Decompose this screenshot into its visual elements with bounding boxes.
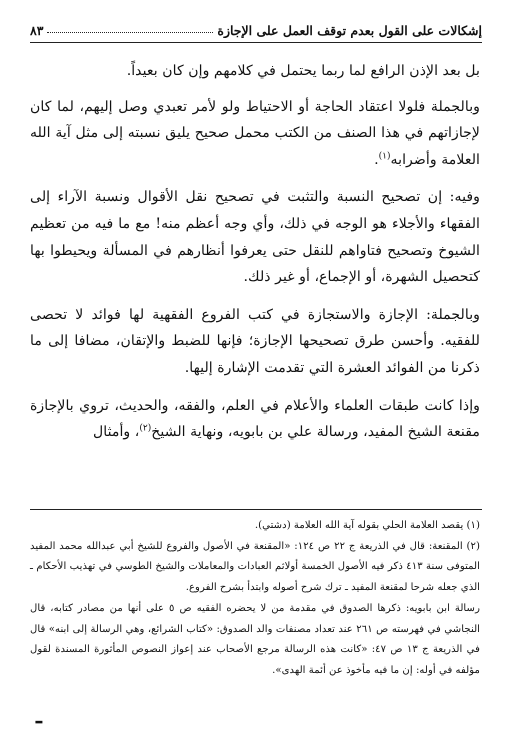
paragraph-text: وإذا كانت طبقات العلماء والأعلام في العلم، والفقه، والحديث، تروي بالإجازة مقنعة الشيخ المفيد، ورسالة علي بن بابويه، ونهاية الشيخ	[30, 397, 480, 441]
footnote: (٢) المقنعة: قال في الذريعة ج ٢٢ ص ١٢٤: «المقنعة في الأصول والفروع للشيخ أبي عبدالله محمد المفيد المتوفى سنة ٤١٣ ذكر فيه الأصول الخمسة أولاثم العبادات والمعاملات والشيخ الطوسي في تهذيب الأحكام ـ الذي جعله شرحا لمقنعة المفيد ـ ترك شرح أصوله وابتدأ بشرح الفروع.	[30, 540, 480, 594]
paragraph	[30, 302, 480, 382]
page-number: ٨٣	[30, 23, 44, 38]
paragraph	[30, 94, 480, 174]
footnotes	[30, 516, 480, 682]
paragraph-text-tail: ، وأمثال	[92, 424, 140, 441]
footnote-ref: (٢)	[139, 423, 152, 434]
paragraph-text: وبالجملة فلولا اعتقاد الحاجة أو الاحتياط ولو لأمر تعبدي وصل إليهم، لما كان لإجازاتهم في هذا الصنف من الكتب محمل صحيح يليق نسبته إلى مثل آية الله العلامة وأضرابه	[30, 98, 480, 168]
main-text	[30, 58, 480, 457]
running-header	[30, 12, 482, 38]
continuation-mark: ـ	[36, 704, 42, 728]
paragraph	[30, 58, 480, 85]
footnote-divider	[30, 509, 482, 510]
footnote: رسالة ابن بابويه: ذكرها الصدوق في مقدمة من لا يحضره الفقيه ص ٥ على أنها من مصادر كتابه، قال النجاشي في فهرسته ص ٢٦١ عند تعداد مصنفات والد الصدوق: «كتاب الشرائع، وهي الرسالة إلى ابنه» قال في الذريعة ج ١٣ ص ٤٧: «كانت هذه الرسالة مرجع الأصحاب عند إعواز النصوص المأثورة المسندة لقول مؤلفه في أوله: إن ما فيه مأخوذ عن أئمة الهدى».	[30, 602, 481, 676]
header-divider	[30, 42, 482, 43]
header-dot-leader	[47, 32, 213, 33]
paragraph-text: وفيه: إن تصحيح النسبة والتثبت في تصحيح نقل الأقوال ونسبة الآراء إلى الفقهاء والأجلاء هو الوجه في ذلك، وأي وجه أعظم منه! مع ما فيه من تعظيم الشيوخ وتصحيح فتاواهم للنقل حتى يعرفوا أنظارهم في المسألة ويحيطوا بها كتحصيل الشهرة، أو الإجماع، أو غير ذلك.	[30, 189, 480, 286]
footnote: (١) يقصد العلامة الحلي بقوله آية الله العلامة (دشتي).	[254, 520, 480, 531]
paragraph	[30, 393, 480, 446]
paragraph-text: وبالجملة: الإجازة والاستجازة في كتب الفروع الفقهية لها فوائد لا تحصى للفقيه. وأحسن طرق تصحيحها الإجازة؛ فإنها للضبط والإتقان، مضافا إلى ما ذكرنا من الفوائد العشرة التي تقدمت الإشارة إليها.	[30, 306, 480, 376]
header-title: إشكالات على القول بعدم توقف العمل على الإجازة	[217, 23, 482, 38]
footnote-ref: (١)	[378, 151, 391, 162]
paragraph-text-tail: .	[374, 151, 379, 168]
paragraph	[30, 184, 480, 290]
paragraph-text: بل بعد الإذن الرافع لما ربما يحتمل في كلامهم وإن كان بعيداً.	[126, 63, 480, 79]
